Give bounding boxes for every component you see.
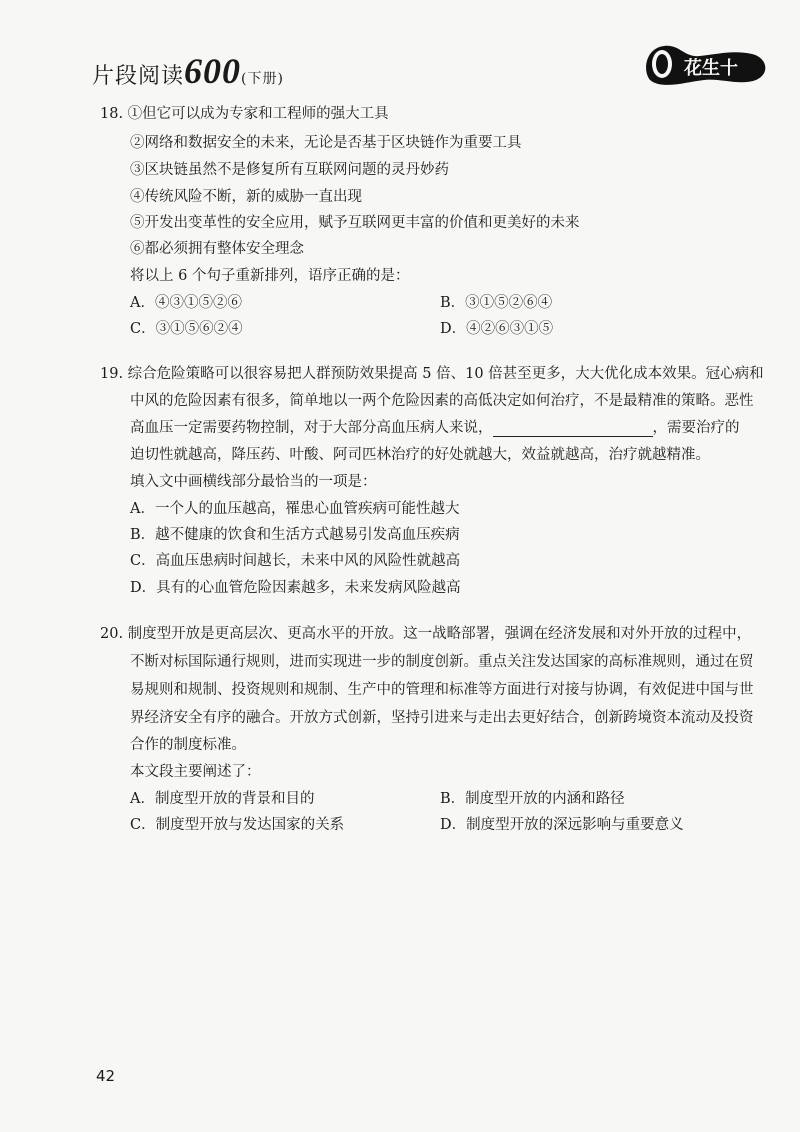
question-19-line-4: 迫切性就越高，降压药、叶酸、阿司匹林治疗的好处就越大，效益就越高，治疗就越精准。 [130,447,710,463]
question-20-option-c[interactable]: C．制度型开放与发达国家的关系 [130,817,345,833]
svg-text:花生十: 花生十 [684,58,738,79]
question-19-option-a[interactable]: A．一个人的血压越高，罹患心血管疾病可能性越大 [130,501,460,517]
question-20-line-3: 易规则和规制、投资规则和规制、生产中的管理和标准等方面进行对接与协调，有效促进中国与世 [130,682,754,698]
question-18-option-b[interactable]: B．③①⑤②⑥④ [440,295,553,311]
question-18-sentence-6: ⑥都必须拥有整体安全理念 [130,241,304,257]
question-18-option-c[interactable]: C．③①⑤⑥②④ [130,321,243,337]
question-18-sentence-3: ③区块链虽然不是修复所有互联网问题的灵丹妙药 [130,162,449,178]
peanut-logo-icon [640,40,772,88]
question-18-option-d[interactable]: D．④②⑥③①⑤ [440,321,554,337]
book-title [92,50,284,92]
question-19-line-2: 中风的危险因素有很多，简单地以一两个危险因素的高低决定如何治疗，不是最精准的策略。恶性 [130,393,754,409]
question-18-option-a[interactable]: A．④③①⑤②⑥ [130,295,242,311]
question-19-line-3: 高血压一定需要药物控制，对于大部分高血压病人来说， ，需要治疗的 [130,420,740,436]
question-20-line-2: 不断对标国际通行规则，进而实现进一步的制度创新。重点关注发达国家的高标准规则，通过在贸 [130,654,754,670]
page-number: 42 [96,1067,116,1085]
question-19-line-1: 19. 综合危险策略可以很容易把人群预防效果提高 5 倍、10 倍甚至更多，大大优化成本效果。冠心病和 [100,366,764,382]
question-20-option-a[interactable]: A．制度型开放的背景和目的 [130,791,315,807]
question-18-sentence-4: ④传统风险不断，新的威胁一直出现 [130,189,362,205]
question-20-line-4: 界经济安全有序的融合。开放方式创新，坚持引进来与走出去更好结合，创新跨境资本流动及投资 [130,710,754,726]
question-19-option-d[interactable]: D．具有的心血管危险因素越多，未来发病风险越高 [130,580,461,596]
title-number: 600 [184,51,242,91]
volume-label: (下册) [241,71,284,87]
fill-in-blank[interactable] [493,422,653,437]
question-20-line-1: 20. 制度型开放是更高层次、更高水平的开放。这一战略部署，强调在经济发展和对外开放的过程中， [100,626,752,642]
question-18-sentence-1: 18. ①但它可以成为专家和工程师的强大工具 [100,106,389,122]
question-18-sentence-2: ②网络和数据安全的未来，无论是否基于区块链作为重要工具 [130,135,522,151]
question-19-option-c[interactable]: C．高血压患病时间越长，未来中风的风险性就越高 [130,553,461,569]
publisher-logo [640,40,772,88]
question-19-option-b[interactable]: B．越不健康的饮食和生活方式越易引发高血压疾病 [130,527,460,543]
question-20-line-5: 合作的制度标准。 [130,737,246,753]
question-18-sentence-5: ⑤开发出变革性的安全应用，赋予互联网更丰富的价值和更美好的未来 [130,215,580,231]
question-18-prompt: 将以上 6 个句子重新排列，语序正确的是： [130,268,410,284]
question-20-number: 20. [100,626,124,642]
question-19-number: 19. [100,366,124,382]
question-19-prompt: 填入文中画横线部分最恰当的一项是： [130,474,377,490]
question-20-prompt: 本文段主要阐述了： [130,764,261,780]
title-prefix: 片段阅读 [92,64,185,89]
question-20-option-d[interactable]: D．制度型开放的深远影响与重要意义 [440,817,684,833]
question-20-option-b[interactable]: B．制度型开放的内涵和路径 [440,791,625,807]
question-18-number: 18. [100,106,124,122]
